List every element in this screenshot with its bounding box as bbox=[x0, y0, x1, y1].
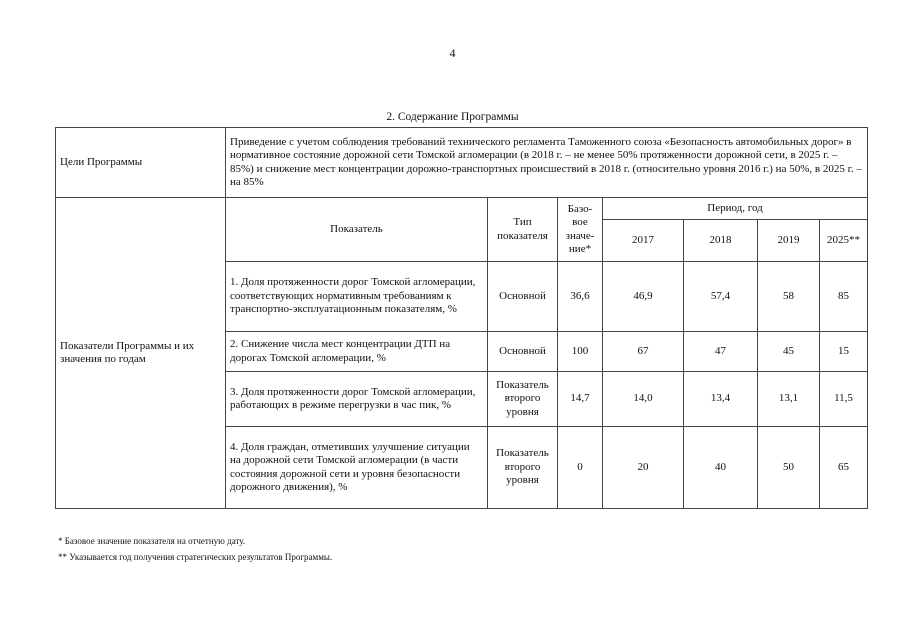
type-header: Тип показателя bbox=[488, 198, 558, 262]
base-value-header: Базо-вое значе-ние* bbox=[558, 198, 603, 262]
indicator-base: 100 bbox=[558, 332, 603, 372]
indicator-type: Показатель второго уровня bbox=[488, 372, 558, 427]
indicator-header-row bbox=[56, 198, 868, 220]
indicator-value: 14,0 bbox=[603, 372, 684, 427]
indicator-name: 3. Доля протяженности дорог Томской агломерации, работающих в режиме перегрузки в час пик, % bbox=[226, 372, 488, 427]
indicators-label: Показатели Программы и их значения по годам bbox=[56, 198, 226, 509]
program-table bbox=[55, 127, 868, 509]
indicator-value: 46,9 bbox=[603, 262, 684, 332]
indicator-type: Основной bbox=[488, 332, 558, 372]
section-title: 2. Содержание Программы bbox=[386, 111, 519, 123]
footnote: ** Указывается год получения стратегических результатов Программы. bbox=[58, 552, 333, 562]
indicator-header: Показатель bbox=[226, 198, 488, 262]
indicator-value: 20 bbox=[603, 427, 684, 509]
indicator-base: 0 bbox=[558, 427, 603, 509]
indicator-type: Основной bbox=[488, 262, 558, 332]
indicator-value: 13,4 bbox=[684, 372, 758, 427]
indicator-value: 11,5 bbox=[820, 372, 868, 427]
indicator-value: 13,1 bbox=[758, 372, 820, 427]
year-header: 2019 bbox=[758, 220, 820, 262]
indicator-value: 65 bbox=[820, 427, 868, 509]
period-header: Период, год bbox=[603, 198, 868, 220]
indicator-value: 45 bbox=[758, 332, 820, 372]
indicator-value: 40 bbox=[684, 427, 758, 509]
indicator-value: 58 bbox=[758, 262, 820, 332]
indicator-type: Показатель второго уровня bbox=[488, 427, 558, 509]
footnote: * Базовое значение показателя на отчетную дату. bbox=[58, 536, 246, 546]
year-header: 2017 bbox=[603, 220, 684, 262]
year-header: 2018 bbox=[684, 220, 758, 262]
indicator-value: 50 bbox=[758, 427, 820, 509]
indicator-value: 15 bbox=[820, 332, 868, 372]
indicator-base: 36,6 bbox=[558, 262, 603, 332]
goals-text: Приведение с учетом соблюдения требований технического регламента Таможенного союза «Безопасность автомобильных дорог» в нормативное состояние дорожной сети Томской агломерации (в 2018 г. – не менее 50% протяженности дорожной сети, в 2025 г. – 85%) и снижение мест концентрации дорожно-транспортных происшествий в 2018 г. (относительно уровня 2016 г.) на 50%, в 2025 г. – на 85% bbox=[226, 128, 868, 198]
indicator-value: 57,4 bbox=[684, 262, 758, 332]
indicator-value: 67 bbox=[603, 332, 684, 372]
indicator-base: 14,7 bbox=[558, 372, 603, 427]
year-header: 2025** bbox=[820, 220, 868, 262]
indicator-name: 4. Доля граждан, отметивших улучшение ситуации на дорожной сети Томской агломерации (в части состояния дорожной сети и уровня безопасности дорожного движения), % bbox=[226, 427, 488, 509]
page-number: 4 bbox=[449, 46, 456, 60]
footnotes bbox=[58, 533, 332, 565]
indicator-value: 47 bbox=[684, 332, 758, 372]
indicator-value: 85 bbox=[820, 262, 868, 332]
goals-row bbox=[56, 128, 868, 198]
indicator-name: 1. Доля протяженности дорог Томской агломерации, соответствующих нормативным требованиям к транспортно-эксплуатационным показателям, % bbox=[226, 262, 488, 332]
goals-label: Цели Программы bbox=[56, 128, 226, 198]
indicator-name: 2. Снижение числа мест концентрации ДТП на дорогах Томской агломерации, % bbox=[226, 332, 488, 372]
